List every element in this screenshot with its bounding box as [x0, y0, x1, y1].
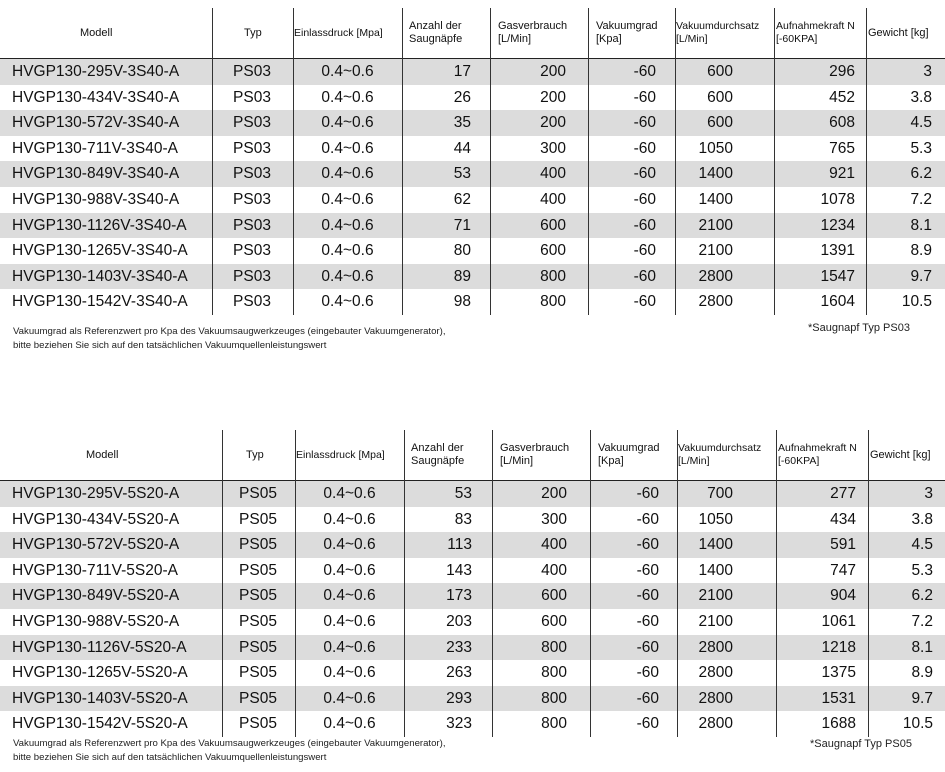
cell-aufnahmekraft: 296 [829, 63, 855, 80]
header-typ: Typ [244, 26, 262, 39]
cell-aufnahmekraft: 904 [830, 587, 856, 605]
cell-typ: PS03 [233, 114, 271, 132]
cell-vakuumdurchsatz: 2100 [698, 216, 733, 234]
cell-anzahl: 173 [446, 587, 472, 605]
cell-einlassdruck: 0.4~0.6 [323, 536, 376, 554]
cell-anzahl: 44 [453, 139, 471, 157]
cell-modell: HVGP130-1126V-3S40-A [12, 216, 187, 234]
cell-aufnahmekraft: 591 [830, 536, 856, 554]
table-header [0, 8, 945, 59]
cell-gewicht: 6.2 [910, 165, 932, 183]
cell-modell: HVGP130-988V-5S20-A [12, 613, 180, 630]
cell-vakuumdurchsatz: 1050 [698, 139, 733, 157]
cell-gewicht: 8.9 [910, 242, 932, 260]
cell-einlassdruck: 0.4~0.6 [323, 638, 376, 656]
cell-vakuumdurchsatz: 600 [707, 88, 733, 106]
cell-anzahl: 35 [453, 114, 471, 132]
cell-modell: HVGP130-1265V-5S20-A [12, 664, 188, 682]
cell-vakuumgrad: -60 [636, 587, 659, 605]
note-line-2: bitte beziehen Sie sich auf den tatsächlichen Vakuumquellenleistungswert [13, 752, 327, 763]
cell-vakuumgrad: -60 [633, 267, 656, 285]
cell-gewicht: 10.5 [902, 715, 933, 733]
header-einlassdruck: Einlassdruck [Mpa] [294, 26, 383, 39]
cell-einlassdruck: 0.4~0.6 [323, 689, 376, 707]
cell-einlassdruck: 0.4~0.6 [321, 63, 374, 80]
cell-aufnahmekraft: 1604 [820, 293, 855, 311]
cell-modell: HVGP130-849V-5S20-A [12, 587, 180, 605]
cell-vakuumdurchsatz: 2800 [698, 293, 733, 311]
cell-vakuumdurchsatz: 600 [707, 114, 733, 132]
cell-gasverbrauch: 800 [541, 664, 567, 682]
cell-aufnahmekraft: 1688 [821, 715, 856, 733]
cell-anzahl: 98 [453, 293, 471, 311]
cell-gewicht: 8.1 [910, 216, 932, 234]
cell-gewicht: 3 [923, 63, 932, 80]
column-divider [222, 430, 223, 737]
cell-vakuumdurchsatz: 2800 [698, 715, 733, 733]
cell-modell: HVGP130-1126V-5S20-A [12, 638, 187, 656]
cell-gewicht: 8.1 [911, 638, 933, 656]
table-row [0, 136, 945, 162]
note-line-2: bitte beziehen Sie sich auf den tatsächlichen Vakuumquellenleistungswert [13, 340, 327, 351]
cell-vakuumdurchsatz: 2800 [698, 267, 733, 285]
table-row [0, 289, 945, 315]
table-row [0, 660, 945, 686]
table-row [0, 609, 945, 635]
header-vakuumgrad: Vakuumgrad [Kpa] [598, 442, 660, 467]
cell-einlassdruck: 0.4~0.6 [321, 191, 374, 208]
cell-gewicht: 5.3 [911, 561, 933, 579]
cell-anzahl: 263 [446, 664, 472, 682]
note-line-1: Vakuumgrad als Referenzwert pro Kpa des Vakuumsaugwerkzeuges (eingebauter Vakuumgenerator), [13, 738, 446, 749]
cell-aufnahmekraft: 1078 [820, 191, 855, 208]
cell-anzahl: 323 [446, 715, 472, 733]
cell-vakuumdurchsatz: 2800 [698, 664, 733, 682]
header-anzahl: Anzahl der Saugnäpfe [411, 442, 465, 467]
cell-typ: PS03 [233, 165, 271, 183]
cell-modell: HVGP130-1265V-3S40-A [12, 242, 188, 260]
cell-gasverbrauch: 400 [540, 191, 566, 208]
header-vakuumdurchsatz: Vakuumdurchsatz [L/Min] [678, 442, 762, 467]
cell-aufnahmekraft: 921 [829, 165, 855, 183]
cell-aufnahmekraft: 1218 [821, 638, 856, 656]
saugnapf-typ-note: *Saugnapf Typ PS05 [810, 738, 912, 750]
table-row [0, 110, 945, 136]
cell-typ: PS03 [233, 293, 271, 311]
cell-gasverbrauch: 600 [540, 242, 566, 260]
column-divider [776, 430, 777, 737]
cell-vakuumdurchsatz: 700 [707, 485, 733, 502]
cell-vakuumgrad: -60 [633, 139, 656, 157]
cell-vakuumdurchsatz: 1400 [698, 191, 733, 208]
cell-modell: HVGP130-295V-3S40-A [12, 63, 180, 80]
cell-vakuumgrad: -60 [636, 613, 659, 630]
column-divider [490, 8, 491, 315]
header-modell: Modell [86, 448, 119, 461]
cell-vakuumgrad: -60 [636, 689, 659, 707]
cell-anzahl: 89 [453, 267, 471, 285]
cell-einlassdruck: 0.4~0.6 [321, 267, 374, 285]
cell-vakuumgrad: -60 [636, 536, 659, 554]
cell-gewicht: 6.2 [911, 587, 933, 605]
cell-gewicht: 3 [924, 485, 933, 502]
cell-vakuumdurchsatz: 600 [707, 63, 733, 80]
cell-einlassdruck: 0.4~0.6 [323, 664, 376, 682]
cell-einlassdruck: 0.4~0.6 [323, 485, 376, 502]
cell-vakuumdurchsatz: 1400 [698, 561, 733, 579]
column-divider [868, 430, 869, 737]
cell-vakuumgrad: -60 [633, 191, 656, 208]
cell-vakuumdurchsatz: 2800 [698, 689, 733, 707]
cell-modell: HVGP130-434V-5S20-A [12, 510, 180, 528]
column-divider [404, 430, 405, 737]
cell-einlassdruck: 0.4~0.6 [321, 165, 374, 183]
table-row [0, 161, 945, 187]
cell-typ: PS03 [233, 88, 271, 106]
table-row [0, 238, 945, 264]
cell-anzahl: 53 [453, 165, 471, 183]
cell-aufnahmekraft: 1375 [821, 664, 856, 682]
cell-gewicht: 8.9 [911, 664, 933, 682]
table-header [0, 430, 945, 481]
column-divider [677, 430, 678, 737]
cell-gasverbrauch: 800 [541, 689, 567, 707]
cell-modell: HVGP130-849V-3S40-A [12, 165, 180, 183]
column-divider [590, 430, 591, 737]
cell-modell: HVGP130-572V-5S20-A [12, 536, 180, 554]
cell-gewicht: 7.2 [910, 191, 932, 208]
cell-vakuumgrad: -60 [636, 638, 659, 656]
cell-gasverbrauch: 400 [541, 561, 567, 579]
cell-modell: HVGP130-295V-5S20-A [12, 485, 180, 502]
cell-modell: HVGP130-1542V-3S40-A [12, 293, 188, 311]
table-row [0, 481, 945, 507]
cell-gasverbrauch: 200 [540, 114, 566, 132]
cell-vakuumdurchsatz: 1400 [698, 536, 733, 554]
cell-vakuumgrad: -60 [633, 114, 656, 132]
cell-typ: PS03 [233, 267, 271, 285]
cell-aufnahmekraft: 1531 [821, 689, 856, 707]
column-divider [588, 8, 589, 315]
cell-gasverbrauch: 200 [540, 88, 566, 106]
column-divider [212, 8, 213, 315]
table-row [0, 686, 945, 712]
cell-anzahl: 83 [454, 510, 472, 528]
cell-typ: PS05 [239, 664, 277, 682]
cell-vakuumgrad: -60 [633, 63, 656, 80]
header-typ: Typ [246, 448, 264, 461]
cell-typ: PS05 [239, 689, 277, 707]
header-vakuumgrad: Vakuumgrad [Kpa] [596, 20, 658, 45]
cell-vakuumdurchsatz: 2800 [698, 638, 733, 656]
cell-modell: HVGP130-434V-3S40-A [12, 88, 180, 106]
cell-gasverbrauch: 200 [540, 63, 566, 80]
cell-aufnahmekraft: 434 [830, 510, 856, 528]
column-divider [675, 8, 676, 315]
cell-typ: PS05 [239, 613, 277, 630]
cell-gasverbrauch: 600 [541, 587, 567, 605]
table-row [0, 507, 945, 533]
cell-aufnahmekraft: 747 [830, 561, 856, 579]
header-einlassdruck: Einlassdruck [Mpa] [296, 448, 385, 461]
header-vakuumdurchsatz: Vakuumdurchsatz [L/Min] [676, 20, 760, 45]
cell-modell: HVGP130-572V-3S40-A [12, 114, 180, 132]
cell-gasverbrauch: 400 [541, 536, 567, 554]
header-aufnahmekraft: Aufnahmekraft N [-60KPA] [776, 20, 855, 45]
header-modell: Modell [80, 26, 113, 39]
header-aufnahmekraft: Aufnahmekraft N [-60KPA] [778, 442, 857, 467]
cell-einlassdruck: 0.4~0.6 [321, 114, 374, 132]
cell-typ: PS05 [239, 587, 277, 605]
cell-einlassdruck: 0.4~0.6 [321, 139, 374, 157]
cell-gasverbrauch: 600 [541, 613, 567, 630]
cell-gasverbrauch: 300 [540, 139, 566, 157]
cell-typ: PS05 [239, 715, 277, 733]
cell-aufnahmekraft: 452 [829, 88, 855, 106]
cell-vakuumgrad: -60 [633, 216, 656, 234]
table-row [0, 264, 945, 290]
table-row [0, 187, 945, 213]
cell-modell: HVGP130-711V-5S20-A [12, 561, 179, 579]
cell-modell: HVGP130-1403V-3S40-A [12, 267, 188, 285]
cell-anzahl: 53 [454, 485, 472, 502]
saugnapf-typ-note: *Saugnapf Typ PS03 [808, 322, 910, 334]
table-row [0, 558, 945, 584]
cell-vakuumgrad: -60 [636, 664, 659, 682]
cell-gasverbrauch: 800 [541, 715, 567, 733]
table-row [0, 583, 945, 609]
cell-vakuumgrad: -60 [636, 561, 659, 579]
cell-typ: PS05 [239, 561, 277, 579]
cell-aufnahmekraft: 765 [829, 139, 855, 157]
cell-typ: PS03 [233, 139, 271, 157]
cell-typ: PS05 [239, 485, 277, 502]
cell-aufnahmekraft: 1061 [821, 613, 856, 630]
column-divider [295, 430, 296, 737]
header-gewicht: Gewicht [kg] [868, 26, 929, 39]
table-note [13, 737, 446, 765]
cell-einlassdruck: 0.4~0.6 [321, 216, 374, 234]
cell-vakuumgrad: -60 [633, 165, 656, 183]
cell-gewicht: 7.2 [911, 613, 933, 630]
table-row [0, 85, 945, 111]
cell-gasverbrauch: 200 [541, 485, 567, 502]
cell-typ: PS03 [233, 242, 271, 260]
cell-vakuumdurchsatz: 1050 [698, 510, 733, 528]
cell-typ: PS05 [239, 638, 277, 656]
cell-vakuumgrad: -60 [633, 242, 656, 260]
cell-anzahl: 80 [453, 242, 471, 260]
cell-typ: PS03 [233, 216, 271, 234]
cell-anzahl: 71 [453, 216, 471, 234]
cell-anzahl: 143 [446, 561, 472, 579]
cell-vakuumgrad: -60 [633, 293, 656, 311]
column-divider [293, 8, 294, 315]
cell-einlassdruck: 0.4~0.6 [323, 510, 376, 528]
cell-typ: PS05 [239, 536, 277, 554]
cell-aufnahmekraft: 1234 [820, 216, 855, 234]
cell-vakuumdurchsatz: 2100 [698, 587, 733, 605]
table-row [0, 635, 945, 661]
cell-gasverbrauch: 600 [540, 216, 566, 234]
table-row [0, 532, 945, 558]
column-divider [492, 430, 493, 737]
cell-modell: HVGP130-988V-3S40-A [12, 191, 180, 208]
cell-gewicht: 4.5 [910, 114, 932, 132]
cell-anzahl: 293 [446, 689, 472, 707]
cell-gewicht: 3.8 [911, 510, 933, 528]
header-gasverbrauch: Gasverbrauch [L/Min] [498, 20, 568, 45]
table-note [13, 325, 446, 353]
cell-gasverbrauch: 800 [540, 293, 566, 311]
cell-vakuumgrad: -60 [636, 715, 659, 733]
cell-anzahl: 62 [453, 191, 471, 208]
cell-aufnahmekraft: 277 [830, 485, 856, 502]
cell-einlassdruck: 0.4~0.6 [321, 293, 374, 311]
cell-gewicht: 9.7 [911, 689, 933, 707]
table-row [0, 59, 945, 85]
header-anzahl: Anzahl der Saugnäpfe [409, 20, 463, 45]
cell-einlassdruck: 0.4~0.6 [323, 587, 376, 605]
table-row [0, 213, 945, 239]
header-gasverbrauch: Gasverbrauch [L/Min] [500, 442, 570, 467]
cell-typ: PS03 [233, 191, 271, 208]
cell-aufnahmekraft: 608 [829, 114, 855, 132]
cell-gasverbrauch: 800 [540, 267, 566, 285]
cell-einlassdruck: 0.4~0.6 [323, 613, 376, 630]
cell-vakuumdurchsatz: 2100 [698, 613, 733, 630]
cell-gasverbrauch: 300 [541, 510, 567, 528]
cell-aufnahmekraft: 1547 [820, 267, 855, 285]
cell-modell: HVGP130-1403V-5S20-A [12, 689, 188, 707]
cell-anzahl: 203 [446, 613, 472, 630]
cell-vakuumdurchsatz: 1400 [698, 165, 733, 183]
cell-gewicht: 4.5 [911, 536, 933, 554]
cell-anzahl: 17 [453, 63, 471, 80]
cell-anzahl: 26 [453, 88, 471, 106]
cell-vakuumdurchsatz: 2100 [698, 242, 733, 260]
cell-vakuumgrad: -60 [636, 485, 659, 502]
table-row [0, 711, 945, 737]
column-divider [774, 8, 775, 315]
cell-vakuumgrad: -60 [636, 510, 659, 528]
column-divider [402, 8, 403, 315]
cell-vakuumgrad: -60 [633, 88, 656, 106]
cell-aufnahmekraft: 1391 [820, 242, 855, 260]
cell-gewicht: 5.3 [910, 139, 932, 157]
cell-gewicht: 3.8 [910, 88, 932, 106]
cell-gasverbrauch: 400 [540, 165, 566, 183]
cell-einlassdruck: 0.4~0.6 [323, 715, 376, 733]
cell-modell: HVGP130-711V-3S40-A [12, 139, 179, 157]
column-divider [866, 8, 867, 315]
cell-einlassdruck: 0.4~0.6 [321, 88, 374, 106]
cell-typ: PS05 [239, 510, 277, 528]
note-line-1: Vakuumgrad als Referenzwert pro Kpa des Vakuumsaugwerkzeuges (eingebauter Vakuumgenerator), [13, 326, 446, 337]
cell-einlassdruck: 0.4~0.6 [321, 242, 374, 260]
cell-anzahl: 233 [446, 638, 472, 656]
cell-modell: HVGP130-1542V-5S20-A [12, 715, 188, 733]
header-gewicht: Gewicht [kg] [870, 448, 931, 461]
cell-gasverbrauch: 800 [541, 638, 567, 656]
cell-einlassdruck: 0.4~0.6 [323, 561, 376, 579]
cell-gewicht: 10.5 [901, 293, 932, 311]
cell-typ: PS03 [233, 63, 271, 80]
cell-gewicht: 9.7 [910, 267, 932, 285]
cell-anzahl: 113 [447, 536, 472, 554]
